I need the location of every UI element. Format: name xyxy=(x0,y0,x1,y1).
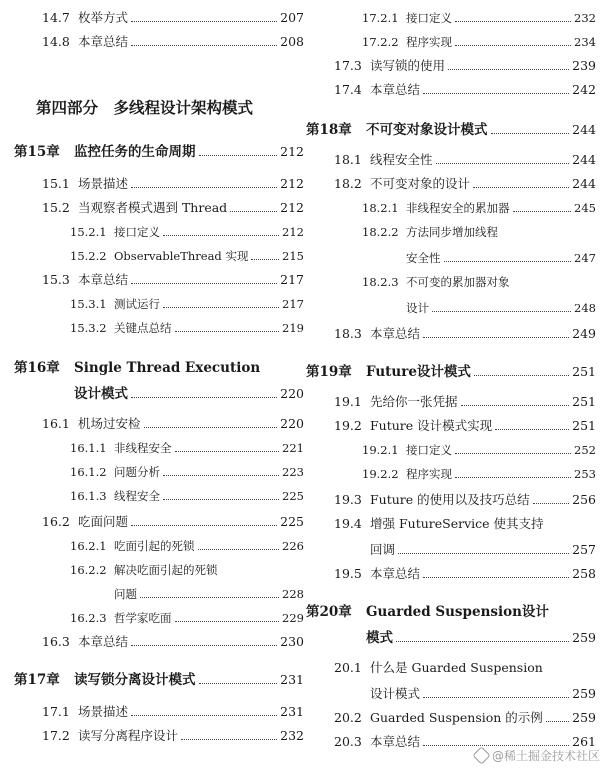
entry-title: 本章总结 xyxy=(78,272,129,287)
dot-leader xyxy=(163,499,279,500)
page-number: 244 xyxy=(572,122,596,137)
toc-entry xyxy=(14,480,304,504)
dot-leader xyxy=(455,21,571,22)
entry-number: 15.2 xyxy=(42,200,70,215)
page-number: 220 xyxy=(280,386,304,401)
entry-title: 设计模式 xyxy=(74,386,128,402)
toc-entry xyxy=(306,434,596,458)
page-number: 244 xyxy=(572,176,596,191)
page-number: 232 xyxy=(574,11,596,25)
toc-entry xyxy=(306,266,596,290)
entry-title: Future设计模式 xyxy=(366,364,471,380)
entry-number: 第19章 xyxy=(306,364,352,380)
entry-number: 19.2 xyxy=(334,418,362,433)
chapter-entry xyxy=(14,352,304,376)
dot-leader xyxy=(396,641,569,642)
entry-number: 14.7 xyxy=(42,10,70,25)
entry-number: 16.1 xyxy=(42,416,70,431)
page-number: 256 xyxy=(572,492,596,507)
toc-entry xyxy=(306,168,596,192)
toc-entry xyxy=(306,242,596,266)
entry-title: 程序实现 xyxy=(406,467,452,481)
entry-number: 20.1 xyxy=(334,660,362,675)
dot-leader xyxy=(444,261,572,262)
entry-title: 设计模式 xyxy=(370,686,421,701)
page-number: 259 xyxy=(572,686,596,701)
entry-title: 设计 xyxy=(406,301,429,315)
dot-leader xyxy=(131,187,277,188)
page-number: 212 xyxy=(280,200,304,215)
dot-leader xyxy=(175,621,280,622)
entry-title: 本章总结 xyxy=(370,734,421,749)
entry-number: 18.2 xyxy=(334,176,362,191)
entry-title: 本章总结 xyxy=(78,34,129,49)
page-number: 215 xyxy=(282,249,304,263)
entry-number: 第15章 xyxy=(14,144,60,160)
entry-number: 第16章 xyxy=(14,360,60,376)
page-number: 228 xyxy=(282,587,304,601)
page-number: 229 xyxy=(282,611,304,625)
toc-entry xyxy=(306,292,596,316)
page-number: 217 xyxy=(280,272,304,287)
watermark-text: @稀土掘金技术社区 xyxy=(491,749,600,763)
entry-title: Single Thread Execution xyxy=(74,360,261,376)
page-number: 231 xyxy=(280,672,304,687)
toc-entry xyxy=(14,26,304,50)
entry-number: 第20章 xyxy=(306,604,352,620)
entry-title: 当观察者模式遇到 Thread xyxy=(78,200,228,215)
toc-entry xyxy=(14,626,304,650)
toc-entry xyxy=(14,2,304,26)
page-number: 226 xyxy=(282,539,304,553)
entry-title: 增强 FutureService 使其支持 xyxy=(370,516,544,531)
entry-title: 机场过安检 xyxy=(78,416,141,431)
entry-number: 16.2.3 xyxy=(70,611,107,625)
dot-leader xyxy=(461,405,570,406)
page-number: 249 xyxy=(572,326,596,341)
entry-title: 回调 xyxy=(370,542,396,557)
dot-leader xyxy=(448,69,569,70)
entry-title: 接口定义 xyxy=(114,225,160,239)
entry-number: 17.3 xyxy=(334,58,362,73)
page-number: 232 xyxy=(280,728,304,743)
entry-title: 问题 xyxy=(114,587,137,601)
toc-entry xyxy=(14,432,304,456)
toc-entry xyxy=(306,216,596,240)
dot-leader xyxy=(175,451,280,452)
entry-title: 本章总结 xyxy=(370,326,421,341)
page-number: 234 xyxy=(574,35,596,49)
entry-number: 18.3 xyxy=(334,326,362,341)
page-number: 244 xyxy=(572,152,596,167)
entry-title: 关键点总结 xyxy=(114,321,172,335)
watermark xyxy=(475,747,600,764)
dot-leader xyxy=(423,577,569,578)
entry-number: 14.8 xyxy=(42,34,70,49)
dot-leader xyxy=(163,475,279,476)
chapter-entry xyxy=(14,664,304,688)
toc-entry xyxy=(14,456,304,480)
toc-entry xyxy=(14,168,304,192)
entry-number: 17.2 xyxy=(42,728,70,743)
entry-title: 测试运行 xyxy=(114,297,160,311)
dot-leader xyxy=(181,739,277,740)
dot-leader xyxy=(131,715,277,716)
dot-leader xyxy=(495,429,569,430)
page-number: 247 xyxy=(574,251,596,265)
toc-entry xyxy=(306,74,596,98)
entry-title: 安全性 xyxy=(406,251,441,265)
toc-entry xyxy=(14,530,304,554)
dot-leader xyxy=(398,553,569,554)
toc-entry xyxy=(306,318,596,342)
entry-title: Future 的使用以及技巧总结 xyxy=(370,492,530,507)
entry-number: 16.3 xyxy=(42,634,70,649)
entry-title: 本章总结 xyxy=(370,566,421,581)
entry-number: 15.3.2 xyxy=(70,321,107,335)
entry-number: 16.2 xyxy=(42,514,70,529)
toc-entry xyxy=(306,50,596,74)
entry-title: 监控任务的生命周期 xyxy=(74,144,196,160)
entry-title: Guarded Suspension设计 xyxy=(366,604,549,620)
entry-title: 场景描述 xyxy=(78,176,129,191)
page-number: 259 xyxy=(572,630,596,645)
entry-number: 15.3.1 xyxy=(70,297,107,311)
dot-leader xyxy=(163,307,279,308)
dot-leader xyxy=(455,477,571,478)
toc-entry xyxy=(306,652,596,676)
entry-title: Future 设计模式实现 xyxy=(370,418,493,433)
entry-number: 19.3 xyxy=(334,492,362,507)
entry-number: 16.2.1 xyxy=(70,539,107,553)
entry-number: 15.2.1 xyxy=(70,225,107,239)
page-number: 259 xyxy=(572,710,596,725)
page-number: 261 xyxy=(572,734,596,749)
entry-title: 第四部分 多线程设计架构模式 xyxy=(36,98,254,117)
toc-entry xyxy=(306,386,596,410)
entry-number: 18.1 xyxy=(334,152,362,167)
entry-title: 哲学家吃面 xyxy=(114,611,172,625)
entry-number: 15.1 xyxy=(42,176,70,191)
toc-entry xyxy=(306,458,596,482)
page-number: 221 xyxy=(282,441,304,455)
entry-number: 19.4 xyxy=(334,516,362,531)
entry-title: 非线程安全的累加器 xyxy=(406,201,510,215)
toc-entry xyxy=(14,192,304,216)
dot-leader xyxy=(199,155,278,156)
page-number: 231 xyxy=(280,704,304,719)
toc-entry xyxy=(14,506,304,530)
entry-title: 接口定义 xyxy=(406,443,452,457)
entry-number: 20.2 xyxy=(334,710,362,725)
page-number: 245 xyxy=(574,201,596,215)
entry-number: 18.2.2 xyxy=(362,225,399,239)
toc-entry xyxy=(306,558,596,582)
dot-leader xyxy=(455,45,571,46)
entry-number: 18.2.3 xyxy=(362,275,399,289)
dot-leader xyxy=(474,375,569,376)
toc-entry xyxy=(14,408,304,432)
toc-entry xyxy=(306,2,596,26)
dot-leader xyxy=(473,187,569,188)
dot-leader xyxy=(455,453,571,454)
entry-title: 模式 xyxy=(366,630,393,646)
entry-number: 17.4 xyxy=(334,82,362,97)
page-number: 212 xyxy=(280,144,304,159)
page-number: 220 xyxy=(280,416,304,431)
entry-title: 方法同步增加线程 xyxy=(406,225,498,239)
page-number: 212 xyxy=(282,225,304,239)
toc-entry xyxy=(14,602,304,626)
entry-title: Guarded Suspension 的示例 xyxy=(370,710,543,725)
page-number: 258 xyxy=(572,566,596,581)
entry-number: 19.2.1 xyxy=(362,443,399,457)
dot-leader xyxy=(199,683,278,684)
dot-leader xyxy=(198,549,280,550)
entry-title: 不可变的累加器对象 xyxy=(406,275,510,289)
page-number: 223 xyxy=(282,465,304,479)
toc-entry xyxy=(14,216,304,240)
page-number: 239 xyxy=(572,58,596,73)
dot-leader xyxy=(546,721,569,722)
dot-leader xyxy=(175,331,280,332)
entry-title: 线程安全性 xyxy=(370,152,433,167)
dot-leader xyxy=(131,45,277,46)
toc-entry xyxy=(14,288,304,312)
entry-number: 17.2.2 xyxy=(362,35,399,49)
toc-entry xyxy=(306,508,596,532)
chapter-entry xyxy=(306,356,596,380)
toc-entry xyxy=(14,312,304,336)
dot-leader xyxy=(533,503,569,504)
entry-title: 程序实现 xyxy=(406,35,452,49)
part-heading xyxy=(14,88,304,116)
chapter-entry xyxy=(14,136,304,160)
page-number: 208 xyxy=(280,34,304,49)
entry-number: 19.1 xyxy=(334,394,362,409)
entry-title: 问题分析 xyxy=(114,465,160,479)
page-number: 225 xyxy=(282,489,304,503)
dot-leader xyxy=(423,337,569,338)
entry-number: 16.1.3 xyxy=(70,489,107,503)
entry-number: 15.2.2 xyxy=(70,249,107,263)
entry-title: 什么是 Guarded Suspension xyxy=(370,660,543,675)
page-number: 207 xyxy=(280,10,304,25)
toc-entry xyxy=(306,192,596,216)
entry-title: 不可变对象的设计 xyxy=(370,176,471,191)
dot-leader xyxy=(432,311,571,312)
toc-entry xyxy=(306,144,596,168)
toc-entry xyxy=(306,410,596,434)
entry-title: 读写锁分离设计模式 xyxy=(74,672,196,688)
dot-leader xyxy=(131,645,277,646)
dot-leader xyxy=(513,211,572,212)
entry-number: 第18章 xyxy=(306,122,352,138)
entry-number: 20.3 xyxy=(334,734,362,749)
page-number: 217 xyxy=(282,297,304,311)
page-number: 251 xyxy=(572,394,596,409)
entry-number: 第17章 xyxy=(14,672,60,688)
dot-leader xyxy=(423,745,569,746)
dot-leader xyxy=(131,397,277,398)
dot-leader xyxy=(423,697,569,698)
page-number: 242 xyxy=(572,82,596,97)
entry-number: 19.5 xyxy=(334,566,362,581)
dot-leader xyxy=(230,211,277,212)
dot-leader xyxy=(140,597,279,598)
dot-leader xyxy=(251,259,279,260)
page-number: 251 xyxy=(572,364,596,379)
page-number: 230 xyxy=(280,634,304,649)
dot-leader xyxy=(491,133,570,134)
entry-number: 16.1.1 xyxy=(70,441,107,455)
entry-number: 16.2.2 xyxy=(70,563,107,577)
chapter-entry xyxy=(306,622,596,646)
entry-title: 读写分离程序设计 xyxy=(78,728,179,743)
entry-number: 15.3 xyxy=(42,272,70,287)
entry-title: 接口定义 xyxy=(406,11,452,25)
entry-title: 枚举方式 xyxy=(78,10,129,25)
entry-title: 本章总结 xyxy=(78,634,129,649)
page-number: 219 xyxy=(282,321,304,335)
dot-leader xyxy=(144,427,278,428)
entry-title: 解决吃面引起的死锁 xyxy=(114,563,218,577)
entry-number: 17.2.1 xyxy=(362,11,399,25)
chapter-entry xyxy=(14,378,304,402)
chapter-entry xyxy=(306,596,596,620)
toc-entry xyxy=(14,696,304,720)
entry-title: 线程安全 xyxy=(114,489,160,503)
chapter-entry xyxy=(306,114,596,138)
page-number: 252 xyxy=(574,443,596,457)
toc-entry xyxy=(14,554,304,578)
toc-entry xyxy=(306,534,596,558)
entry-title: 非线程安全 xyxy=(114,441,172,455)
page-number: 248 xyxy=(574,301,596,315)
entry-title: 吃面引起的死锁 xyxy=(114,539,195,553)
dot-leader xyxy=(131,283,277,284)
entry-title: 本章总结 xyxy=(370,82,421,97)
toc-entry xyxy=(14,720,304,744)
page-number: 251 xyxy=(572,418,596,433)
toc-entry xyxy=(306,702,596,726)
toc-entry xyxy=(306,678,596,702)
page-number: 212 xyxy=(280,176,304,191)
toc-entry xyxy=(306,484,596,508)
dot-leader xyxy=(436,163,570,164)
entry-title: 场景描述 xyxy=(78,704,129,719)
page-number: 225 xyxy=(280,514,304,529)
entry-title: 先给你一张凭据 xyxy=(370,394,458,409)
entry-title: ObservableThread 实现 xyxy=(114,249,249,263)
toc-entry xyxy=(14,264,304,288)
entry-title: 吃面问题 xyxy=(78,514,129,529)
dot-leader xyxy=(131,21,277,22)
entry-number: 18.2.1 xyxy=(362,201,399,215)
juejin-logo-icon xyxy=(472,746,490,764)
entry-number: 19.2.2 xyxy=(362,467,399,481)
toc-entry xyxy=(306,26,596,50)
toc-entry xyxy=(14,240,304,264)
page-number: 257 xyxy=(572,542,596,557)
dot-leader xyxy=(163,235,279,236)
page-number: 253 xyxy=(574,467,596,481)
entry-number: 16.1.2 xyxy=(70,465,107,479)
dot-leader xyxy=(131,525,277,526)
dot-leader xyxy=(423,93,569,94)
entry-number: 17.1 xyxy=(42,704,70,719)
entry-title: 不可变对象设计模式 xyxy=(366,122,488,138)
entry-title: 读写锁的使用 xyxy=(370,58,446,73)
toc-entry xyxy=(14,578,304,602)
